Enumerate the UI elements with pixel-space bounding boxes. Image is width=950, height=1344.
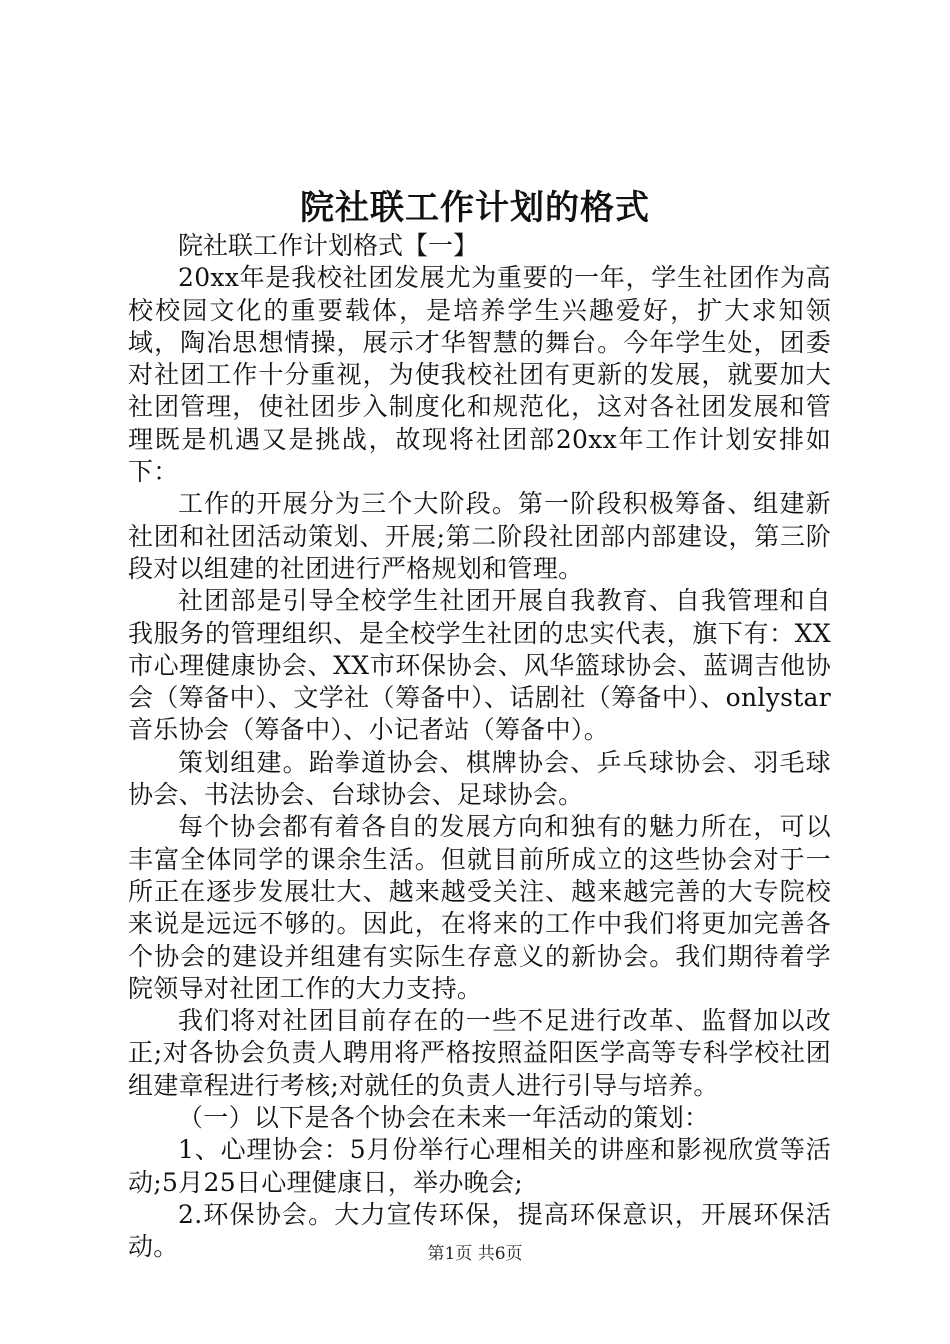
page-footer: 第1页 共6页	[427, 1244, 523, 1264]
section-heading: 院社联工作计划格式【一】	[178, 231, 479, 260]
list-item-environment-club: 2.环保协会。大力宣传环保，提高环保意识，开展环保活动。	[128, 1199, 831, 1262]
list-item-psychology-club: 1、心理协会：5月份举行心理相关的讲座和影视欣赏等活动;5月25日心理健康日，举办晚会;	[128, 1135, 831, 1197]
paragraph-activity-plan-heading: （一）以下是各个协会在未来一年活动的策划：	[178, 1103, 710, 1133]
document-title: 院社联工作计划的格式	[300, 188, 650, 228]
paragraph-reform: 我们将对社团目前存在的一些不足进行改革、监督加以改正;对各协会负责人聘用将严格按照益阳医学高等专科学校社团组建章程进行考核;对就任的负责人进行引导与培养。	[128, 1006, 831, 1100]
paragraph-club-department: 社团部是引导全校学生社团开展自我教育、自我管理和自我服务的管理组织、是全校学生社团的忠实代表，旗下有：XX市心理健康协会、XX市环保协会、风华篮球协会、蓝调吉他协会（筹备中）、文学社（筹备中）、话剧社（筹备中）、onlystar音乐协会（筹备中）、小记者站（筹备中）。	[128, 586, 831, 745]
paragraph-planned-clubs: 策划组建。跆拳道协会、棋牌协会、乒乓球协会、羽毛球协会、书法协会、台球协会、足球协会。	[128, 747, 831, 810]
paragraph-intro: 20xx年是我校社团发展尤为重要的一年，学生社团作为高校校园文化的重要载体，是培养学生兴趣爱好，扩大求知领域，陶冶思想情操，展示才华智慧的舞台。今年学生处，团委对社团工作十分重视，为使我校社团有更新的发展，就要加大社团管理，使社团步入制度化和规范化，这对各社团发展和管理既是机遇又是挑战，故现将社团部20xx年工作计划安排如下：	[128, 263, 831, 487]
document-body	[128, 230, 831, 1264]
paragraph-stages: 工作的开展分为三个大阶段。第一阶段积极筹备、组建新社团和社团活动策划、开展;第二阶段社团部内部建设，第三阶段对以组建的社团进行严格规划和管理。	[128, 489, 831, 583]
paragraph-club-development: 每个协会都有着各自的发展方向和独有的魅力所在，可以丰富全体同学的课余生活。但就目前所成立的这些协会对于一所正在逐步发展壮大、越来越受关注、越来越完善的大专院校来说是远远不够的。因此，在将来的工作中我们将更加完善各个协会的建设并组建有实际生存意义的新协会。我们期待着学院领导对社团工作的大力支持。	[128, 812, 831, 1003]
